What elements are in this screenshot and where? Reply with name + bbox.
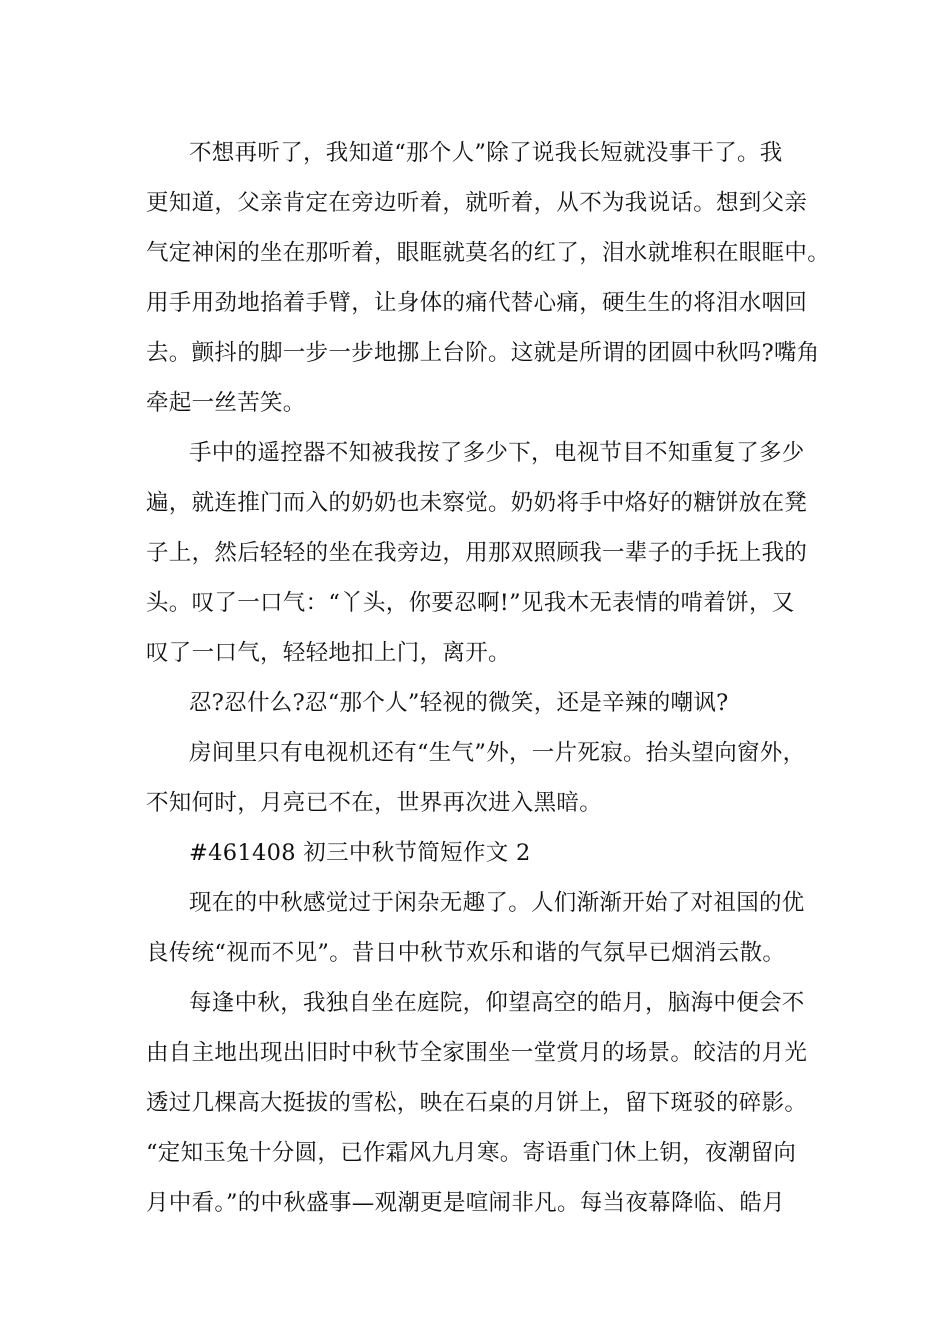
text-line: 更知道，父亲肯定在旁边听着，就听着，从不为我说话。想到父亲	[146, 190, 808, 216]
text-line: 手中的遥控器不知被我按了多少下，电视节目不知重复了多少	[189, 440, 805, 466]
text-line: 忍?忍什么?忍“那个人”轻视的微笑，还是辛辣的嘲讽?	[189, 690, 729, 716]
text-line: 良传统“视而不见”。昔日中秋节欢乐和谐的气氛早已烟消云散。	[146, 940, 786, 966]
text-line: 不想再听了，我知道“那个人”除了说我长短就没事干了。我	[189, 140, 783, 166]
text-line: 气定神闲的坐在那听着，眼眶就莫名的红了，泪水就堆积在眼眶中。	[146, 240, 831, 266]
text-line: 透过几棵高大挺拔的雪松，映在石桌的月饼上，留下斑驳的碎影。	[146, 1090, 808, 1116]
text-line: 现在的中秋感觉过于闲杂无趣了。人们渐渐开始了对祖国的优	[189, 890, 805, 916]
text-line: 遍，就连推门而入的奶奶也未察觉。奶奶将手中烙好的糖饼放在凳	[146, 490, 808, 516]
text-line: 头。叹了一口气：“丫头，你要忍啊!”见我木无表情的啃着饼，又	[146, 590, 795, 616]
text-line: 不知何时，月亮已不在，世界再次进入黑暗。	[146, 790, 603, 816]
text-line: 牵起一丝苦笑。	[146, 390, 306, 416]
text-line: 由自主地出现出旧时中秋节全家围坐一堂赏月的场景。皎洁的月光	[146, 1040, 808, 1066]
section-heading: #461408 初三中秋节简短作文 2	[189, 840, 531, 866]
text-line: 子上，然后轻轻的坐在我旁边，用那双照顾我一辈子的手抚上我的	[146, 540, 808, 566]
text-line: 去。颤抖的脚一步一步地挪上台阶。这就是所谓的团圆中秋吗?嘴角	[146, 340, 820, 366]
text-line: 每逢中秋，我独自坐在庭院，仰望高空的皓月，脑海中便会不	[189, 990, 805, 1016]
text-line: “定知玉兔十分圆，已作霜风九月寒。寄语重门休上钥，夜潮留向	[146, 1140, 797, 1166]
text-line: 用手用劲地掐着手臂，让身体的痛代替心痛，硬生生的将泪水咽回	[146, 290, 808, 316]
text-line: 叹了一口气，轻轻地扣上门，离开。	[146, 640, 511, 666]
text-line: 房间里只有电视机还有“生气”外，一片死寂。抬头望向窗外，	[189, 740, 806, 766]
text-line: 月中看。”的中秋盛事—观潮更是喧闹非凡。每当夜幕降临、皓月	[146, 1190, 785, 1216]
